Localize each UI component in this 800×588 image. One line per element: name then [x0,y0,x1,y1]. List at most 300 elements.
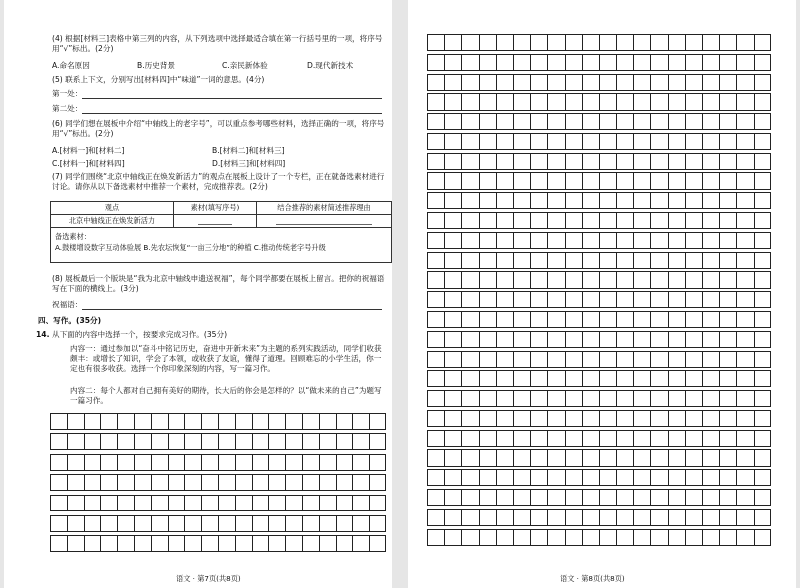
grid-cell[interactable] [582,271,599,288]
grid-cell[interactable] [668,331,685,348]
grid-cell[interactable] [151,515,168,532]
grid-cell[interactable] [754,311,771,328]
grid-cell[interactable] [702,351,719,368]
grid-cell[interactable] [736,271,753,288]
grid-cell[interactable] [134,535,151,552]
grid-cell[interactable] [565,172,582,189]
grid-cell[interactable] [336,495,353,512]
grid-cell[interactable] [633,252,650,269]
grid-cell[interactable] [668,271,685,288]
grid-cell[interactable] [633,133,650,150]
grid-cell[interactable] [134,495,151,512]
grid-cell[interactable] [547,271,564,288]
grid-cell[interactable] [736,331,753,348]
grid-cell[interactable] [565,113,582,130]
grid-cell[interactable] [736,172,753,189]
grid-cell[interactable] [754,430,771,447]
grid-cell[interactable] [702,370,719,387]
grid-cell[interactable] [650,172,667,189]
grid-cell[interactable] [702,212,719,229]
grid-cell[interactable] [685,34,702,51]
grid-cell[interactable] [444,232,461,249]
grid-cell[interactable] [496,93,513,110]
grid-cell[interactable] [513,172,530,189]
grid-cell[interactable] [599,430,616,447]
grid-cell[interactable] [235,433,252,450]
grid-cell[interactable] [479,509,496,526]
grid-cell[interactable] [565,390,582,407]
grid-cell[interactable] [719,34,736,51]
grid-cell[interactable] [565,212,582,229]
grid-cell[interactable] [530,252,547,269]
grid-cell[interactable] [50,474,67,491]
grid-cell[interactable] [582,291,599,308]
grid-cell[interactable] [547,351,564,368]
grid-cell[interactable] [513,489,530,506]
grid-cell[interactable] [719,133,736,150]
grid-cell[interactable] [650,74,667,91]
grid-cell[interactable] [168,515,185,532]
grid-cell[interactable] [513,93,530,110]
grid-cell[interactable] [668,133,685,150]
grid-cell[interactable] [319,433,336,450]
grid-cell[interactable] [599,331,616,348]
grid-cell[interactable] [547,133,564,150]
grid-cell[interactable] [599,133,616,150]
grid-cell[interactable] [633,113,650,130]
grid-cell[interactable] [582,192,599,209]
grid-cell[interactable] [530,93,547,110]
grid-cell[interactable] [685,509,702,526]
grid-cell[interactable] [582,449,599,466]
grid-cell[interactable] [479,410,496,427]
grid-cell[interactable] [702,430,719,447]
grid-cell[interactable] [496,54,513,71]
grid-cell[interactable] [685,153,702,170]
grid-cell[interactable] [496,252,513,269]
grid-cell[interactable] [444,390,461,407]
grid-cell[interactable] [218,474,235,491]
grid-cell[interactable] [599,351,616,368]
grid-cell[interactable] [719,232,736,249]
grid-cell[interactable] [668,192,685,209]
grid-cell[interactable] [530,133,547,150]
grid-cell[interactable] [754,74,771,91]
grid-cell[interactable] [100,433,117,450]
grid-cell[interactable] [319,515,336,532]
grid-cell[interactable] [582,390,599,407]
grid-cell[interactable] [547,54,564,71]
grid-cell[interactable] [268,433,285,450]
grid-cell[interactable] [702,34,719,51]
grid-cell[interactable] [685,54,702,71]
grid-cell[interactable] [285,535,302,552]
grid-cell[interactable] [668,311,685,328]
grid-cell[interactable] [633,370,650,387]
grid-cell[interactable] [668,34,685,51]
grid-cell[interactable] [754,153,771,170]
grid-cell[interactable] [685,291,702,308]
grid-cell[interactable] [736,34,753,51]
grid-cell[interactable] [50,535,67,552]
grid-cell[interactable] [633,93,650,110]
grid-cell[interactable] [461,252,478,269]
q4-option-d[interactable]: D.现代新技术 [307,61,354,70]
grid-cell[interactable] [736,133,753,150]
grid-cell[interactable] [427,54,444,71]
grid-cell[interactable] [67,495,84,512]
grid-cell[interactable] [302,454,319,471]
grid-cell[interactable] [685,430,702,447]
grid-cell[interactable] [719,172,736,189]
grid-cell[interactable] [547,529,564,546]
grid-cell[interactable] [444,74,461,91]
grid-cell[interactable] [513,153,530,170]
grid-cell[interactable] [547,410,564,427]
grid-cell[interactable] [285,433,302,450]
grid-cell[interactable] [599,509,616,526]
grid-cell[interactable] [168,535,185,552]
grid-cell[interactable] [513,74,530,91]
grid-cell[interactable] [650,232,667,249]
q5-second-line[interactable] [82,104,382,114]
grid-cell[interactable] [582,331,599,348]
grid-cell[interactable] [84,454,101,471]
grid-cell[interactable] [616,430,633,447]
grid-cell[interactable] [496,271,513,288]
grid-cell[interactable] [754,331,771,348]
grid-cell[interactable] [496,172,513,189]
grid-cell[interactable] [736,54,753,71]
grid-cell[interactable] [736,390,753,407]
grid-cell[interactable] [496,370,513,387]
grid-cell[interactable] [685,311,702,328]
grid-cell[interactable] [427,252,444,269]
grid-cell[interactable] [633,489,650,506]
grid-cell[interactable] [352,535,369,552]
grid-cell[interactable] [285,474,302,491]
grid-cell[interactable] [754,232,771,249]
grid-cell[interactable] [719,54,736,71]
grid-cell[interactable] [444,529,461,546]
grid-cell[interactable] [616,390,633,407]
grid-cell[interactable] [616,449,633,466]
grid-cell[interactable] [547,93,564,110]
grid-cell[interactable] [235,535,252,552]
grid-cell[interactable] [547,509,564,526]
grid-cell[interactable] [650,469,667,486]
grid-cell[interactable] [685,212,702,229]
grid-cell[interactable] [444,331,461,348]
grid-cell[interactable] [599,34,616,51]
grid-cell[interactable] [754,133,771,150]
grid-cell[interactable] [685,331,702,348]
grid-cell[interactable] [444,133,461,150]
grid-cell[interactable] [582,212,599,229]
grid-cell[interactable] [252,433,269,450]
grid-cell[interactable] [547,212,564,229]
grid-cell[interactable] [444,172,461,189]
grid-cell[interactable] [496,153,513,170]
grid-cell[interactable] [513,331,530,348]
grid-cell[interactable] [754,172,771,189]
grid-cell[interactable] [582,74,599,91]
grid-cell[interactable] [369,474,386,491]
grid-cell[interactable] [685,469,702,486]
grid-cell[interactable] [302,495,319,512]
q8-line[interactable] [82,300,382,310]
grid-cell[interactable] [461,192,478,209]
grid-cell[interactable] [736,410,753,427]
grid-cell[interactable] [319,474,336,491]
grid-cell[interactable] [685,529,702,546]
grid-cell[interactable] [633,54,650,71]
grid-cell[interactable] [599,172,616,189]
grid-cell[interactable] [582,351,599,368]
grid-cell[interactable] [668,252,685,269]
grid-cell[interactable] [650,509,667,526]
grid-cell[interactable] [599,113,616,130]
grid-cell[interactable] [268,495,285,512]
grid-cell[interactable] [565,331,582,348]
grid-cell[interactable] [599,469,616,486]
grid-cell[interactable] [461,133,478,150]
grid-cell[interactable] [582,469,599,486]
grid-cell[interactable] [650,133,667,150]
grid-cell[interactable] [633,74,650,91]
grid-cell[interactable] [616,370,633,387]
grid-cell[interactable] [754,192,771,209]
grid-cell[interactable] [461,172,478,189]
grid-cell[interactable] [633,34,650,51]
grid-cell[interactable] [252,413,269,430]
grid-cell[interactable] [650,192,667,209]
grid-cell[interactable] [151,433,168,450]
grid-cell[interactable] [565,311,582,328]
grid-cell[interactable] [650,93,667,110]
grid-cell[interactable] [565,469,582,486]
grid-cell[interactable] [650,370,667,387]
grid-cell[interactable] [736,469,753,486]
grid-cell[interactable] [496,291,513,308]
grid-cell[interactable] [565,93,582,110]
grid-cell[interactable] [685,133,702,150]
grid-cell[interactable] [319,495,336,512]
grid-cell[interactable] [530,529,547,546]
grid-cell[interactable] [444,489,461,506]
q6-option-a[interactable]: A.[材料一]和[材料二] [52,146,125,155]
grid-cell[interactable] [461,113,478,130]
grid-cell[interactable] [479,390,496,407]
grid-cell[interactable] [565,232,582,249]
grid-cell[interactable] [319,454,336,471]
grid-cell[interactable] [736,529,753,546]
grid-cell[interactable] [565,252,582,269]
grid-cell[interactable] [427,351,444,368]
grid-cell[interactable] [736,93,753,110]
grid-cell[interactable] [633,469,650,486]
q4-option-c[interactable]: C.亲民新体验 [222,61,268,70]
q5-first-line[interactable] [82,89,382,99]
grid-cell[interactable] [268,413,285,430]
grid-cell[interactable] [599,271,616,288]
grid-cell[interactable] [184,495,201,512]
grid-cell[interactable] [547,430,564,447]
grid-cell[interactable] [235,474,252,491]
grid-cell[interactable] [461,469,478,486]
grid-cell[interactable] [168,413,185,430]
grid-cell[interactable] [565,34,582,51]
grid-cell[interactable] [650,271,667,288]
grid-cell[interactable] [754,93,771,110]
grid-cell[interactable] [754,390,771,407]
grid-cell[interactable] [685,410,702,427]
grid-cell[interactable] [235,454,252,471]
grid-cell[interactable] [513,133,530,150]
grid-cell[interactable] [444,430,461,447]
grid-cell[interactable] [754,34,771,51]
grid-cell[interactable] [668,509,685,526]
grid-cell[interactable] [67,535,84,552]
grid-cell[interactable] [530,331,547,348]
grid-cell[interactable] [668,54,685,71]
grid-cell[interactable] [582,529,599,546]
grid-cell[interactable] [302,474,319,491]
grid-cell[interactable] [565,74,582,91]
grid-cell[interactable] [719,74,736,91]
grid-cell[interactable] [352,515,369,532]
grid-cell[interactable] [461,390,478,407]
grid-cell[interactable] [444,469,461,486]
grid-cell[interactable] [719,113,736,130]
grid-cell[interactable] [427,370,444,387]
grid-cell[interactable] [184,474,201,491]
grid-cell[interactable] [633,509,650,526]
grid-cell[interactable] [599,153,616,170]
grid-cell[interactable] [565,410,582,427]
grid-cell[interactable] [599,370,616,387]
grid-cell[interactable] [599,291,616,308]
grid-cell[interactable] [719,449,736,466]
grid-cell[interactable] [444,192,461,209]
grid-cell[interactable] [668,291,685,308]
grid-cell[interactable] [547,252,564,269]
grid-cell[interactable] [565,291,582,308]
grid-cell[interactable] [582,370,599,387]
grid-cell[interactable] [754,252,771,269]
grid-cell[interactable] [719,311,736,328]
grid-cell[interactable] [565,430,582,447]
grid-cell[interactable] [530,449,547,466]
grid-cell[interactable] [668,370,685,387]
grid-cell[interactable] [736,291,753,308]
grid-cell[interactable] [168,474,185,491]
grid-cell[interactable] [650,430,667,447]
grid-cell[interactable] [599,489,616,506]
grid-cell[interactable] [479,74,496,91]
grid-cell[interactable] [633,232,650,249]
grid-cell[interactable] [285,495,302,512]
grid-cell[interactable] [302,535,319,552]
grid-cell[interactable] [168,454,185,471]
grid-cell[interactable] [685,390,702,407]
grid-cell[interactable] [530,390,547,407]
grid-cell[interactable] [702,74,719,91]
grid-cell[interactable] [352,495,369,512]
grid-cell[interactable] [582,311,599,328]
grid-cell[interactable] [582,133,599,150]
grid-cell[interactable] [117,515,134,532]
writing-grid-right[interactable] [427,34,771,548]
grid-cell[interactable] [668,351,685,368]
grid-cell[interactable] [84,433,101,450]
grid-cell[interactable] [513,469,530,486]
grid-cell[interactable] [479,54,496,71]
grid-cell[interactable] [582,430,599,447]
grid-cell[interactable] [117,413,134,430]
grid-cell[interactable] [547,192,564,209]
grid-cell[interactable] [650,489,667,506]
grid-cell[interactable] [444,291,461,308]
grid-cell[interactable] [479,311,496,328]
q6-option-b[interactable]: B.[材料二]和[材料三] [212,146,285,155]
grid-cell[interactable] [650,351,667,368]
grid-cell[interactable] [461,430,478,447]
grid-cell[interactable] [513,192,530,209]
grid-cell[interactable] [633,212,650,229]
grid-cell[interactable] [134,433,151,450]
grid-cell[interactable] [530,172,547,189]
grid-cell[interactable] [100,474,117,491]
grid-cell[interactable] [67,413,84,430]
grid-cell[interactable] [427,449,444,466]
grid-cell[interactable] [582,54,599,71]
grid-cell[interactable] [702,153,719,170]
grid-cell[interactable] [547,232,564,249]
grid-cell[interactable] [444,54,461,71]
grid-cell[interactable] [685,93,702,110]
grid-cell[interactable] [513,509,530,526]
grid-cell[interactable] [84,535,101,552]
grid-cell[interactable] [84,474,101,491]
grid-cell[interactable] [702,449,719,466]
grid-cell[interactable] [427,469,444,486]
grid-cell[interactable] [134,413,151,430]
grid-cell[interactable] [616,469,633,486]
grid-cell[interactable] [496,509,513,526]
grid-cell[interactable] [427,430,444,447]
grid-cell[interactable] [201,433,218,450]
grid-cell[interactable] [302,515,319,532]
grid-cell[interactable] [547,331,564,348]
grid-cell[interactable] [565,271,582,288]
grid-cell[interactable] [668,74,685,91]
grid-cell[interactable] [650,311,667,328]
grid-cell[interactable] [685,271,702,288]
grid-cell[interactable] [513,212,530,229]
grid-cell[interactable] [461,331,478,348]
grid-cell[interactable] [702,390,719,407]
grid-cell[interactable] [496,529,513,546]
grid-cell[interactable] [168,495,185,512]
grid-cell[interactable] [616,212,633,229]
grid-cell[interactable] [650,34,667,51]
grid-cell[interactable] [117,474,134,491]
grid-cell[interactable] [668,449,685,466]
grid-cell[interactable] [616,54,633,71]
grid-cell[interactable] [547,172,564,189]
grid-cell[interactable] [184,433,201,450]
